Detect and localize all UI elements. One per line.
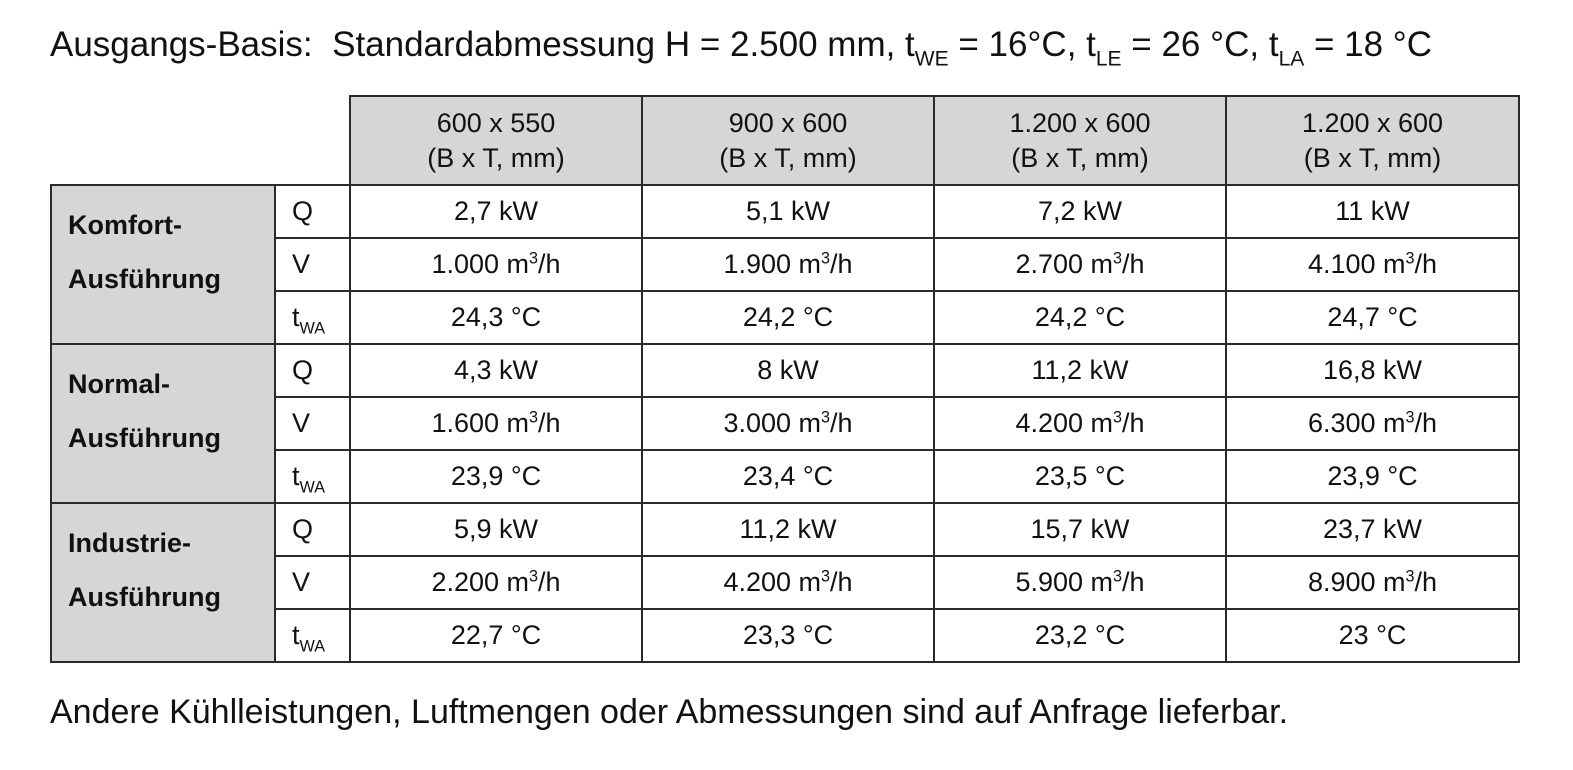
group-name-line2: Ausführung bbox=[68, 264, 221, 294]
value-text: 4.100 m bbox=[1307, 249, 1406, 279]
value-cell bbox=[934, 397, 1226, 450]
value-cell bbox=[1226, 503, 1519, 556]
table-row bbox=[51, 185, 1519, 238]
unit-superscript: 3 bbox=[1113, 567, 1123, 586]
unit-superscript: 3 bbox=[1113, 249, 1123, 268]
symbol-cell bbox=[275, 291, 350, 344]
group-name-line2: Ausführung bbox=[68, 582, 221, 612]
unit-superscript: 3 bbox=[529, 249, 539, 268]
symbol: t bbox=[292, 620, 300, 650]
value-cell bbox=[642, 503, 934, 556]
value-cell bbox=[642, 238, 934, 291]
heading-label: Ausgangs-Basis: bbox=[50, 25, 313, 64]
value-text: 1.000 m bbox=[431, 249, 529, 279]
symbol-subscript: WA bbox=[299, 637, 325, 656]
value-text: 11 kW bbox=[1335, 196, 1410, 226]
symbol-subscript: WA bbox=[299, 319, 325, 338]
value-cell bbox=[642, 450, 934, 503]
column-unit: (B x T, mm) bbox=[719, 142, 857, 173]
value-cell bbox=[642, 291, 934, 344]
value-cell bbox=[350, 450, 642, 503]
column-unit: (B x T, mm) bbox=[1303, 142, 1442, 173]
value-text: 23,4 °C bbox=[742, 461, 834, 491]
unit-tail: /h bbox=[538, 567, 561, 597]
table-body bbox=[51, 185, 1519, 662]
value-cell bbox=[1226, 450, 1519, 503]
table-header-row bbox=[51, 96, 1519, 185]
heading-text: Standardabmessung H = 2.500 mm, t bbox=[332, 25, 915, 64]
symbol-cell bbox=[275, 185, 350, 238]
value-cell bbox=[1226, 344, 1519, 397]
symbol: t bbox=[292, 461, 300, 491]
value-cell bbox=[934, 185, 1226, 238]
value-cell bbox=[934, 291, 1226, 344]
value-cell bbox=[350, 397, 642, 450]
value-text: 11,2 kW bbox=[739, 514, 837, 544]
value-cell bbox=[350, 503, 642, 556]
symbol-cell bbox=[275, 503, 350, 556]
value-cell bbox=[1226, 238, 1519, 291]
value-cell bbox=[642, 344, 934, 397]
column-header bbox=[350, 96, 642, 185]
unit-tail: /h bbox=[1414, 567, 1438, 597]
column-size: 600 x 550 bbox=[436, 107, 556, 138]
value-text: 23,7 kW bbox=[1322, 514, 1423, 544]
value-cell bbox=[934, 503, 1226, 556]
value-cell bbox=[1226, 609, 1519, 662]
group-name-line1: Normal- bbox=[68, 369, 171, 399]
symbol-cell bbox=[275, 238, 350, 291]
value-text: 24,3 °C bbox=[450, 302, 542, 332]
value-text: 5,1 kW bbox=[745, 196, 831, 226]
symbol: t bbox=[292, 302, 300, 332]
value-cell bbox=[934, 238, 1226, 291]
unit-superscript: 3 bbox=[1405, 567, 1415, 586]
value-cell bbox=[1226, 556, 1519, 609]
value-text: 3.000 m bbox=[723, 408, 821, 438]
group-name-line1: Komfort- bbox=[68, 210, 182, 240]
header-blank bbox=[51, 96, 350, 185]
unit-superscript: 3 bbox=[529, 567, 539, 586]
value-text: 23,2 °C bbox=[1034, 620, 1126, 650]
heading-text-2: = 16°C, t bbox=[948, 25, 1096, 64]
unit-superscript: 3 bbox=[821, 408, 831, 427]
symbol: V bbox=[292, 249, 311, 279]
value-text: 23,9 °C bbox=[450, 461, 542, 491]
value-text: 8 kW bbox=[757, 355, 819, 385]
unit-tail: /h bbox=[1122, 408, 1145, 438]
symbol-subscript: WA bbox=[299, 478, 325, 497]
unit-tail: /h bbox=[1414, 408, 1438, 438]
group-label bbox=[51, 185, 275, 344]
value-text: 5.900 m bbox=[1015, 567, 1113, 597]
value-cell bbox=[350, 609, 642, 662]
unit-superscript: 3 bbox=[1405, 408, 1415, 427]
value-cell bbox=[1226, 185, 1519, 238]
value-text: 5,9 kW bbox=[453, 514, 539, 544]
unit-tail: /h bbox=[538, 408, 561, 438]
value-text: 24,2 °C bbox=[1034, 302, 1126, 332]
value-text: 24,2 °C bbox=[742, 302, 834, 332]
unit-superscript: 3 bbox=[1405, 249, 1415, 268]
value-cell bbox=[350, 291, 642, 344]
value-text: 1.900 m bbox=[723, 249, 821, 279]
value-text: 2,7 kW bbox=[453, 196, 539, 226]
value-text: 7,2 kW bbox=[1037, 196, 1123, 226]
group-label bbox=[51, 344, 275, 503]
heading-text-4: = 18 °C bbox=[1304, 25, 1433, 64]
symbol-cell bbox=[275, 397, 350, 450]
value-cell bbox=[642, 556, 934, 609]
column-unit: (B x T, mm) bbox=[427, 142, 565, 173]
value-cell bbox=[934, 344, 1226, 397]
value-cell bbox=[350, 556, 642, 609]
unit-tail: /h bbox=[538, 249, 561, 279]
column-header bbox=[1226, 96, 1519, 185]
unit-tail: /h bbox=[830, 567, 853, 597]
column-header bbox=[642, 96, 934, 185]
value-text: 22,7 °C bbox=[450, 620, 542, 650]
value-text: 6.300 m bbox=[1307, 408, 1406, 438]
value-cell bbox=[642, 609, 934, 662]
column-size: 1.200 x 600 bbox=[1009, 107, 1151, 138]
unit-superscript: 3 bbox=[821, 249, 831, 268]
value-cell bbox=[642, 185, 934, 238]
heading-sub-la: LA bbox=[1278, 47, 1305, 71]
value-cell bbox=[350, 185, 642, 238]
group-name-line2: Ausführung bbox=[68, 423, 221, 453]
value-text: 16,8 kW bbox=[1322, 355, 1423, 385]
heading-text-3: = 26 °C, t bbox=[1121, 25, 1279, 64]
value-text: 4.200 m bbox=[723, 567, 821, 597]
column-size: 900 x 600 bbox=[728, 107, 848, 138]
group-label bbox=[51, 503, 275, 662]
value-text: 23,5 °C bbox=[1034, 461, 1126, 491]
value-text: 1.600 m bbox=[431, 408, 529, 438]
table-row bbox=[51, 344, 1519, 397]
value-text: 23,9 °C bbox=[1327, 461, 1418, 491]
table-row bbox=[51, 503, 1519, 556]
symbol: Q bbox=[292, 196, 314, 226]
page-heading bbox=[50, 20, 1432, 70]
spec-table bbox=[50, 95, 1520, 663]
group-name-line1: Industrie- bbox=[68, 528, 192, 558]
symbol: Q bbox=[292, 355, 314, 385]
column-size: 1.200 x 600 bbox=[1301, 107, 1444, 138]
value-text: 11,2 kW bbox=[1031, 355, 1129, 385]
heading-sub-we: WE bbox=[914, 47, 949, 71]
value-text: 4,3 kW bbox=[453, 355, 539, 385]
value-cell bbox=[350, 238, 642, 291]
symbol: V bbox=[292, 408, 311, 438]
value-text: 2.700 m bbox=[1015, 249, 1113, 279]
heading-sub-le: LE bbox=[1095, 47, 1122, 71]
unit-tail: /h bbox=[1122, 249, 1145, 279]
value-text: 2.200 m bbox=[431, 567, 529, 597]
unit-tail: /h bbox=[830, 408, 853, 438]
symbol-cell bbox=[275, 609, 350, 662]
unit-superscript: 3 bbox=[821, 567, 831, 586]
value-text: 24,7 °C bbox=[1327, 302, 1418, 332]
value-cell bbox=[934, 556, 1226, 609]
value-cell bbox=[934, 609, 1226, 662]
column-header bbox=[934, 96, 1226, 185]
value-text: 23,3 °C bbox=[742, 620, 834, 650]
value-text: 23 °C bbox=[1338, 620, 1407, 650]
symbol-cell bbox=[275, 556, 350, 609]
value-text: 8.900 m bbox=[1307, 567, 1406, 597]
value-cell bbox=[1226, 291, 1519, 344]
unit-tail: /h bbox=[830, 249, 853, 279]
value-cell bbox=[1226, 397, 1519, 450]
symbol: Q bbox=[292, 514, 314, 544]
value-cell bbox=[642, 397, 934, 450]
footer-note: Andere Kühlleistungen, Luftmengen oder Abmessungen sind auf Anfrage lieferbar. bbox=[50, 693, 1289, 731]
value-cell bbox=[350, 344, 642, 397]
unit-superscript: 3 bbox=[529, 408, 539, 427]
unit-superscript: 3 bbox=[1113, 408, 1123, 427]
value-cell bbox=[934, 450, 1226, 503]
symbol-cell bbox=[275, 344, 350, 397]
unit-tail: /h bbox=[1414, 249, 1438, 279]
column-unit: (B x T, mm) bbox=[1011, 142, 1149, 173]
symbol-cell bbox=[275, 450, 350, 503]
symbol: V bbox=[292, 567, 311, 597]
unit-tail: /h bbox=[1122, 567, 1145, 597]
value-text: 15,7 kW bbox=[1030, 514, 1130, 544]
value-text: 4.200 m bbox=[1015, 408, 1113, 438]
